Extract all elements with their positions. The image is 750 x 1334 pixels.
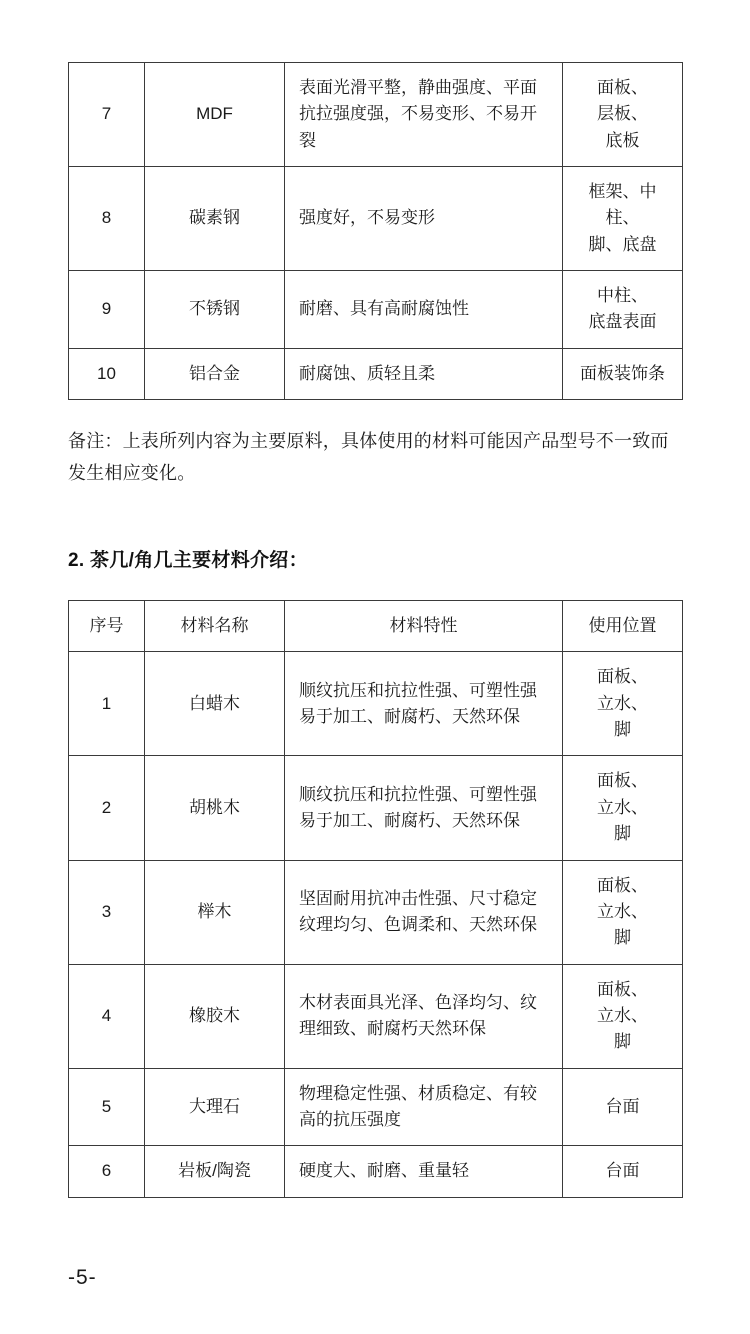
cell-no: 8 — [69, 167, 145, 271]
cell-desc: 木材表面具光泽、色泽均匀、纹理细致、耐腐朽天然环保 — [285, 964, 563, 1068]
materials-table-continued — [68, 62, 683, 400]
cell-no: 1 — [69, 652, 145, 756]
cell-no: 10 — [69, 348, 145, 399]
table-row — [69, 1068, 683, 1146]
cell-use: 框架、中柱、 脚、底盘 — [563, 167, 683, 271]
cell-desc: 坚固耐用抗冲击性强、尺寸稳定纹理均匀、色调柔和、天然环保 — [285, 860, 563, 964]
cell-name: MDF — [145, 63, 285, 167]
cell-use: 面板、 立水、 脚 — [563, 860, 683, 964]
cell-use: 面板、 立水、 脚 — [563, 652, 683, 756]
header-desc: 材料特性 — [285, 601, 563, 652]
cell-desc: 顺纹抗压和抗拉性强、可塑性强易于加工、耐腐朽、天然环保 — [285, 756, 563, 860]
header-name: 材料名称 — [145, 601, 285, 652]
table-note: 备注：上表所列内容为主要原料，具体使用的材料可能因产品型号不一致而发生相应变化。 — [68, 431, 669, 483]
cell-use: 中柱、 底盘表面 — [563, 271, 683, 349]
cell-use: 面板、 立水、 脚 — [563, 964, 683, 1068]
cell-name: 橡胶木 — [145, 964, 285, 1068]
table-row — [69, 167, 683, 271]
table-top-body — [69, 63, 683, 400]
table-header-row — [69, 601, 683, 652]
cell-name: 铝合金 — [145, 348, 285, 399]
cell-name: 碳素钢 — [145, 167, 285, 271]
header-use: 使用位置 — [563, 601, 683, 652]
section-title: 2. 茶几/角几主要材料介绍： — [68, 550, 308, 572]
cell-no: 9 — [69, 271, 145, 349]
page-number: -5- — [68, 1266, 97, 1289]
cell-name: 榉木 — [145, 860, 285, 964]
table-row — [69, 1146, 683, 1197]
cell-desc: 硬度大、耐磨、重量轻 — [285, 1146, 563, 1197]
cell-no: 4 — [69, 964, 145, 1068]
cell-desc: 表面光滑平整，静曲强度、平面抗拉强度强，不易变形、不易开裂 — [285, 63, 563, 167]
header-no: 序号 — [69, 601, 145, 652]
cell-name: 大理石 — [145, 1068, 285, 1146]
table-two-body — [69, 652, 683, 1197]
cell-use: 台面 — [563, 1068, 683, 1146]
table-row — [69, 860, 683, 964]
cell-name: 胡桃木 — [145, 756, 285, 860]
table-row — [69, 964, 683, 1068]
table-row — [69, 756, 683, 860]
cell-no: 3 — [69, 860, 145, 964]
cell-no: 2 — [69, 756, 145, 860]
cell-desc: 耐磨、具有高耐腐蚀性 — [285, 271, 563, 349]
cell-name: 不锈钢 — [145, 271, 285, 349]
cell-use: 面板、 立水、 脚 — [563, 756, 683, 860]
cell-no: 6 — [69, 1146, 145, 1197]
cell-no: 5 — [69, 1068, 145, 1146]
cell-desc: 顺纹抗压和抗拉性强、可塑性强易于加工、耐腐朽、天然环保 — [285, 652, 563, 756]
cell-desc: 强度好，不易变形 — [285, 167, 563, 271]
table-row — [69, 63, 683, 167]
cell-desc: 物理稳定性强、材质稳定、有较高的抗压强度 — [285, 1068, 563, 1146]
cell-use: 面板装饰条 — [563, 348, 683, 399]
table-row — [69, 271, 683, 349]
tea-table-materials-table — [68, 600, 683, 1198]
cell-desc: 耐腐蚀、质轻且柔 — [285, 348, 563, 399]
cell-use: 台面 — [563, 1146, 683, 1197]
table-row — [69, 652, 683, 756]
cell-no: 7 — [69, 63, 145, 167]
cell-name: 岩板/陶瓷 — [145, 1146, 285, 1197]
table-two-head — [69, 601, 683, 652]
cell-use: 面板、 层板、 底板 — [563, 63, 683, 167]
table-row — [69, 348, 683, 399]
cell-name: 白蜡木 — [145, 652, 285, 756]
